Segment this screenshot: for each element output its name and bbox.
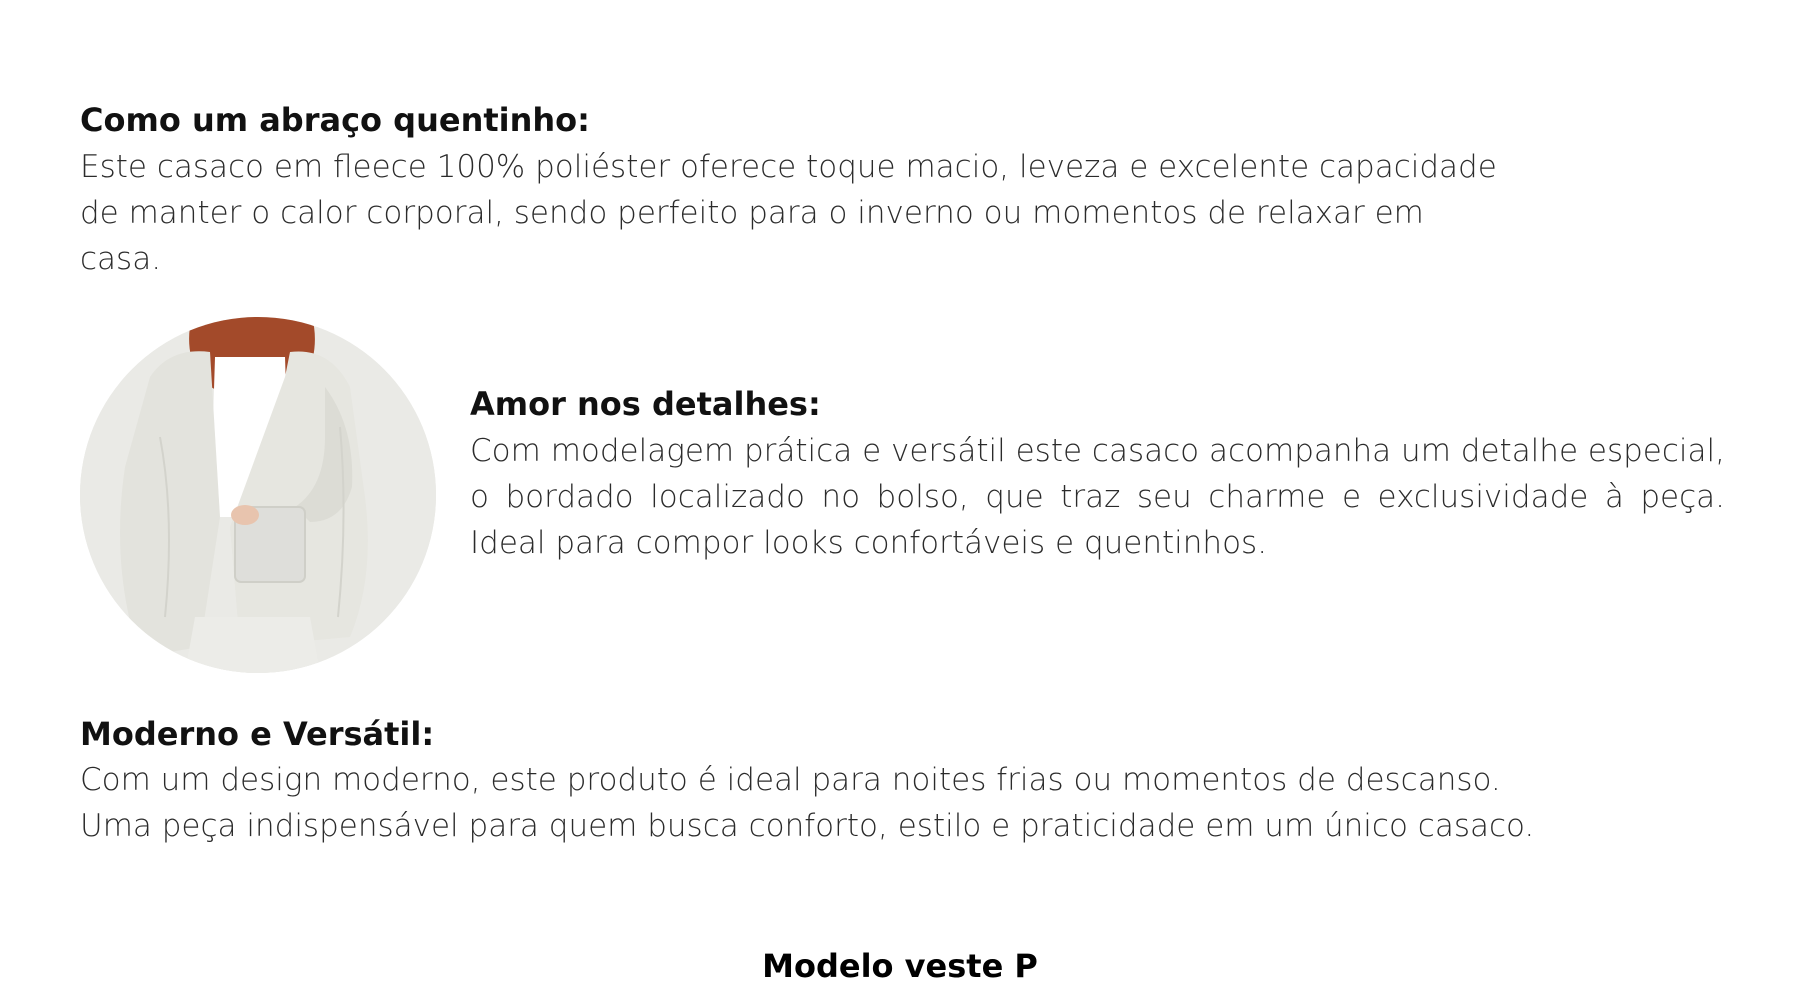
text-line: Uma peça indispensável para quem busca conforto, estilo e praticidade em um único casaco. [80, 808, 1535, 844]
section-heading-hug: Como um abraço quentinho: [80, 101, 590, 139]
product-photo [80, 317, 436, 673]
text-line: Com um design moderno, este produto é ideal para noites frias ou momentos de descanso. [80, 762, 1501, 798]
text-line: Este casaco em fleece 100% poliéster oferece toque macio, leveza e excelente capacidade [80, 149, 1497, 185]
section-text-modern [80, 757, 1720, 849]
section-text-hug [80, 144, 1560, 282]
section-heading-details: Amor nos detalhes: [470, 385, 821, 423]
section-heading-modern: Moderno e Versátil: [80, 715, 435, 753]
text-line: casa. [80, 241, 162, 277]
section-text-details: Com modelagem prática e versátil este casaco acompanha um detalhe especial, o bordado localizado no bolso, que traz seu charme e exclusividade à peça. Ideal para compor looks confortáveis e quentinhos. [470, 433, 1725, 561]
model-wearing-fleece-coat-image [80, 317, 436, 673]
model-size-note: Modelo veste P [762, 947, 1038, 985]
text-line: de manter o calor corporal, sendo perfeito para o inverno ou momentos de relaxar em [80, 195, 1424, 231]
